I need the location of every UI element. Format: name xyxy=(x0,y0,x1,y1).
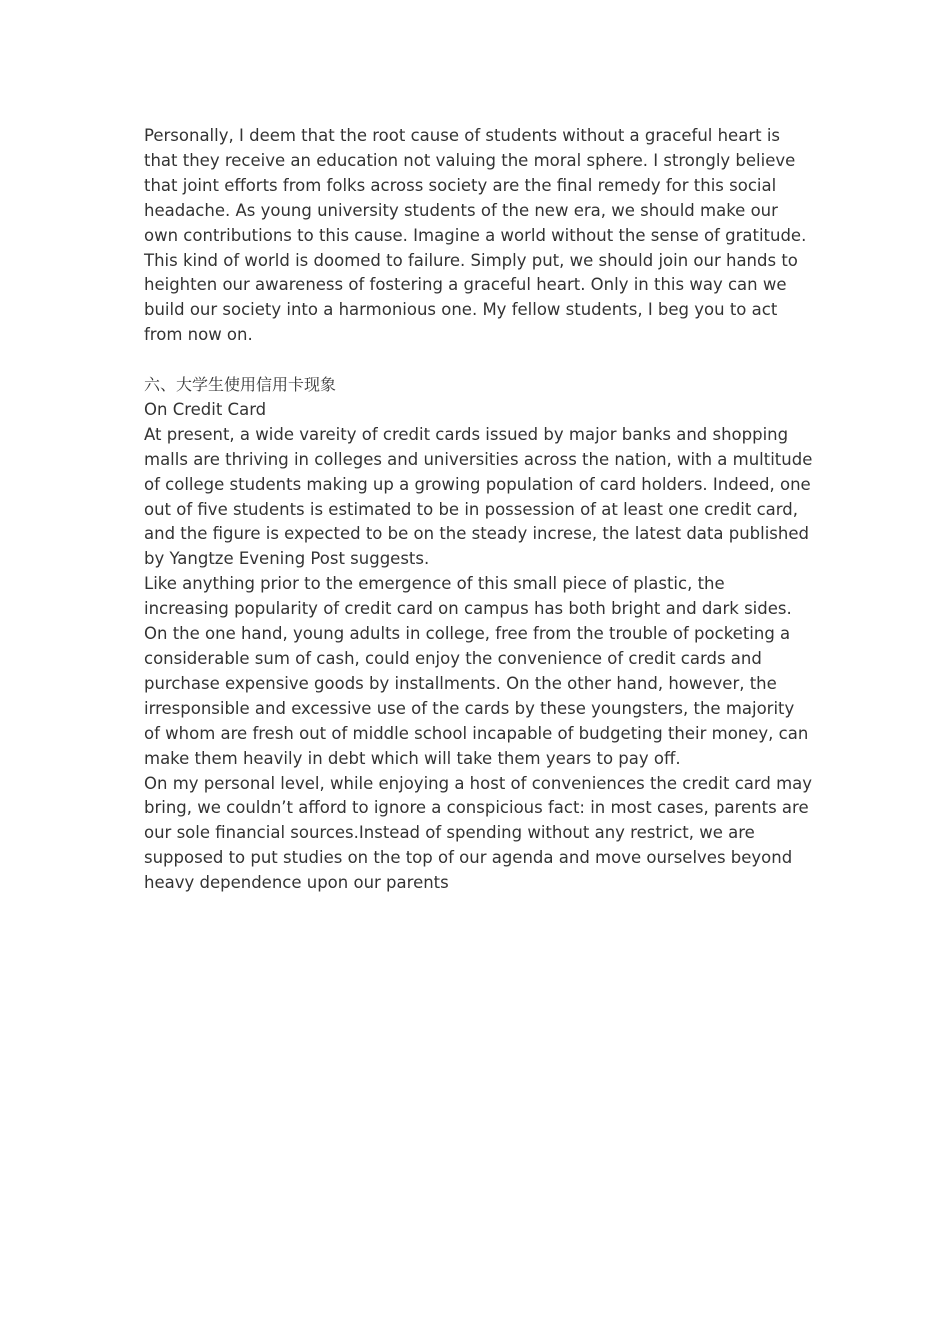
body-paragraph: At present, a wide vareity of credit cards issued by major banks and shopping malls are thriving in colleges and universities across the nation, with a multitude of college students making up a growing population of card holders. Indeed, one out of five students is estimated to be in possession of at least one credit card, and the figure is expected to be on the steady increse, the latest data published by Yangtze Evening Post suggests. xyxy=(144,424,813,569)
body-paragraph: On my personal level, while enjoying a host of conveniences the credit card may bring, we couldn’t afford to ignore a conspicious fact: in most cases, parents are our sole financial sources.Instead of spending without any restrict, we are supposed to put studies on the top of our agenda and move ourselves beyond heavy dependence upon our parents xyxy=(144,773,813,893)
document-page xyxy=(144,124,814,896)
section-heading-chinese: 六、大学生使用信用卡现象 xyxy=(144,375,337,395)
paragraph-spacer xyxy=(144,348,814,373)
intro-paragraph: Personally, I deem that the root cause of students without a graceful heart is that they receive an education not valuing the moral sphere. I strongly believe that joint efforts from folks across society are the final remedy for this social headache. As young university students of the new era, we should make our own contributions to this cause. Imagine a world without the sense of gratitude. This kind of world is doomed to failure. Simply put, we should join our hands to heighten our awareness of fostering a graceful heart. Only in this way can we build our society into a harmonious one. My fellow students, I beg you to act from now on. xyxy=(144,126,807,345)
body-paragraph: Like anything prior to the emergence of this small piece of plastic, the increasing popularity of credit card on campus has both bright and dark sides. On the one hand, young adults in college, free from the trouble of pocketing a considerable sum of cash, could enjoy the convenience of credit cards and purchase expensive goods by installments. On the other hand, however, the irresponsible and excessive use of the cards by these youngsters, the majority of whom are fresh out of middle school incapable of budgeting their money, can make them heavily in debt which will take them years to pay off. xyxy=(144,574,809,768)
section-title: On Credit Card xyxy=(144,399,267,419)
